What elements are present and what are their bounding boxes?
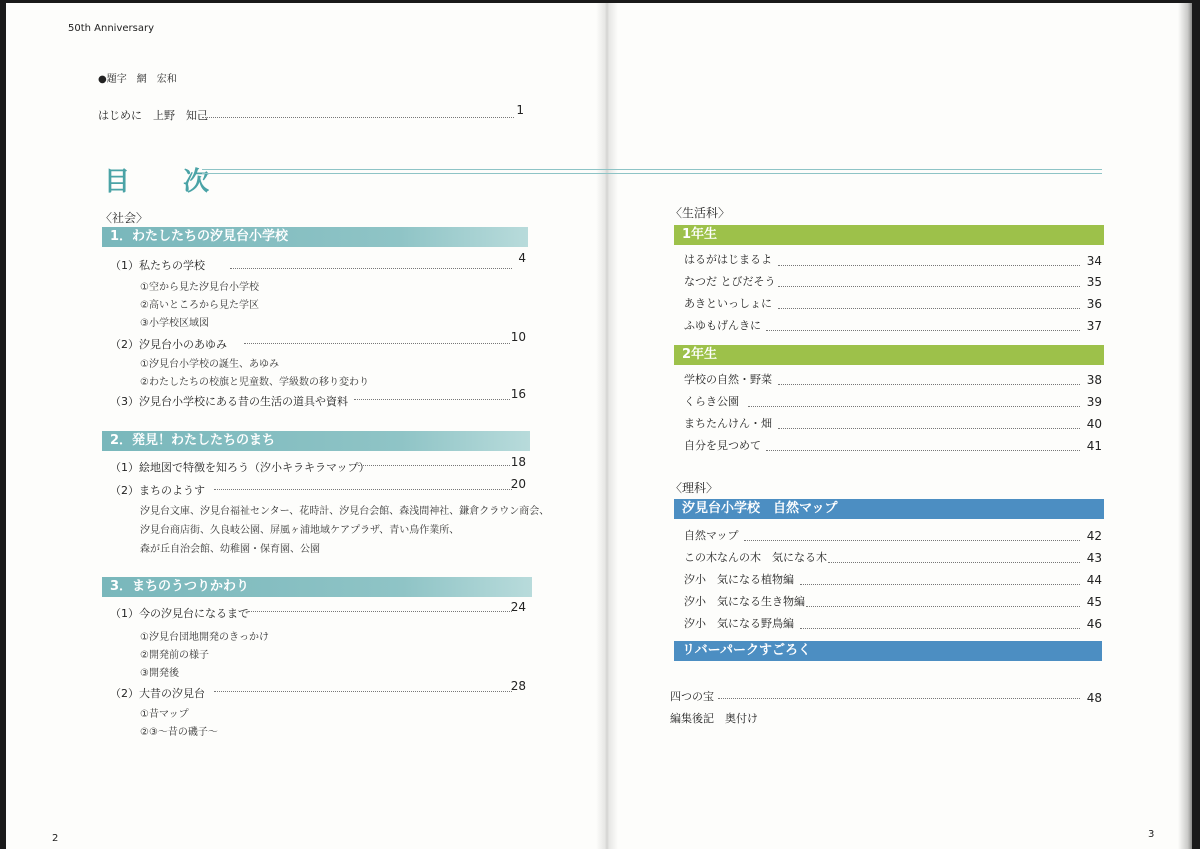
sub-3-2-a: ①昔マップ <box>140 709 189 720</box>
sub-1-2-b: ②わたしたちの校旗と児童数、学級数の移り変わり <box>140 377 369 388</box>
book-spread <box>6 3 1192 849</box>
item-1-1: （1）私たちの学校 <box>110 259 205 272</box>
leader-dots <box>766 450 1080 451</box>
afterword: 編集後記 奥付け <box>670 712 758 725</box>
item-1-3: （3）汐見台小学校にある昔の生活の道具や資料 <box>110 395 348 408</box>
g2-item-2: くらき公園 <box>684 395 739 408</box>
g1-item-1: はるがはじまるよ <box>684 253 772 266</box>
leader-dots <box>214 691 512 692</box>
anniversary-header: 50th Anniversary <box>68 23 155 34</box>
sub-3-1-a: ①汐見台団地開発のきっかけ <box>140 632 269 643</box>
item-3-1: （1）今の汐見台になるまで <box>110 607 249 620</box>
item-3-1-page: 24 <box>510 600 526 614</box>
leader-dots <box>358 465 510 466</box>
intro-page: 1 <box>516 103 524 117</box>
leader-dots <box>778 384 1080 385</box>
life-label: 〈生活科〉 <box>670 206 731 220</box>
toc-heading <box>104 161 211 198</box>
item-2-1: （1）絵地図で特徴を知ろう（汐小キラキラマップ） <box>110 461 370 474</box>
section-1-title: 1．わたしたちの汐見台小学校 <box>102 227 528 247</box>
leader-dots <box>766 330 1080 331</box>
page-edge <box>1178 3 1192 849</box>
sci-item-1: 自然マップ <box>684 529 739 542</box>
leader-dots <box>248 611 512 612</box>
item-1-3-page: 16 <box>510 387 526 401</box>
page-number-left: 2 <box>52 833 59 844</box>
item-1-1-page: 4 <box>518 251 526 265</box>
g2-item-1: 学校の自然・野菜 <box>684 373 772 386</box>
sci-item-3: 汐小 気になる植物編 <box>684 573 794 586</box>
leader-dots <box>778 428 1080 429</box>
sub-3-2-b: ②③～昔の磯子～ <box>140 727 218 738</box>
sci-item-1-page: 42 <box>1086 529 1102 543</box>
g2-item-4-page: 41 <box>1086 439 1102 453</box>
g1-item-2: なつだ とびだそう <box>684 275 776 288</box>
sub-1-1-a: ①空から見た汐見台小学校 <box>140 282 259 293</box>
sub-1-1-c: ③小学校区域図 <box>140 318 209 329</box>
g2-item-1-page: 38 <box>1086 373 1102 387</box>
sci-item-2-page: 43 <box>1086 551 1102 565</box>
science-section-title: 汐見台小学校 自然マップ <box>674 499 1104 519</box>
treasure-page: 48 <box>1086 691 1102 705</box>
leader-dots <box>354 399 510 400</box>
riverpark-title: リバーパークすごろく <box>674 641 1102 661</box>
treasure-label: 四つの宝 <box>670 690 714 703</box>
leader-dots <box>828 562 1080 563</box>
item-2-1-page: 18 <box>510 455 526 469</box>
leader-dots <box>778 265 1080 266</box>
g2-item-3: まちたんけん・畑 <box>684 417 772 430</box>
leader-dots <box>806 606 1080 607</box>
sub-2-2-c: 森が丘自治会館、幼稚園・保育園、公園 <box>140 544 320 555</box>
leader-dots <box>800 628 1080 629</box>
toc-heading-1: 目 <box>104 167 133 197</box>
leader-dots <box>718 698 1080 699</box>
book-gutter <box>596 3 618 849</box>
leader-dots <box>214 489 512 490</box>
heading-rule-2 <box>202 173 1102 174</box>
sub-2-2-a: 汐見台文庫、汐見台福祉センター、花時計、汐見台会館、森浅間神社、鎌倉クラウン商会、 <box>140 506 550 517</box>
g1-item-3-page: 36 <box>1086 297 1102 311</box>
sub-1-1-b: ②高いところから見た学区 <box>140 300 259 311</box>
item-2-2: （2）まちのようす <box>110 484 205 497</box>
sci-item-5: 汐小 気になる野鳥編 <box>684 617 794 630</box>
leader-dots <box>800 584 1080 585</box>
science-label: 〈理科〉 <box>670 481 719 495</box>
grade2-title: 2年生 <box>674 345 1104 365</box>
item-1-2: （2）汐見台小のあゆみ <box>110 338 227 351</box>
leader-dots <box>748 406 1080 407</box>
sub-3-1-c: ③開発後 <box>140 668 179 679</box>
sci-item-5-page: 46 <box>1086 617 1102 631</box>
sci-item-3-page: 44 <box>1086 573 1102 587</box>
g2-item-4: 自分を見つめて <box>684 439 761 452</box>
sci-item-4: 汐小 気になる生き物編 <box>684 595 805 608</box>
grade1-title: 1年生 <box>674 225 1104 245</box>
calligraphy-credit: ●題字 網 宏和 <box>98 74 177 85</box>
leader-dots <box>778 286 1080 287</box>
g1-item-1-page: 34 <box>1086 254 1102 268</box>
sub-1-2-a: ①汐見台小学校の誕生、あゆみ <box>140 359 279 370</box>
item-2-2-page: 20 <box>510 477 526 491</box>
item-1-2-page: 10 <box>510 330 526 344</box>
sci-item-2: この木なんの木 気になる木 <box>684 551 827 564</box>
leader-dots <box>244 343 510 344</box>
g1-item-3: あきといっしょに <box>684 297 772 310</box>
sci-item-4-page: 45 <box>1086 595 1102 609</box>
leader-dots <box>778 308 1080 309</box>
intro-label: はじめに 上野 知己 <box>98 109 208 122</box>
item-3-2: （2）大昔の汐見台 <box>110 687 205 700</box>
sub-3-1-b: ②開発前の様子 <box>140 650 209 661</box>
g1-item-4-page: 37 <box>1086 319 1102 333</box>
social-label: 〈社会〉 <box>100 211 149 225</box>
heading-rule <box>202 169 1102 170</box>
leader-dots <box>744 540 1080 541</box>
section-3-title: 3．まちのうつりかわり <box>102 577 532 597</box>
page-number-right: 3 <box>1148 829 1155 840</box>
toc-heading-2: 次 <box>183 167 212 197</box>
leader-dots <box>230 268 512 269</box>
g2-item-2-page: 39 <box>1086 395 1102 409</box>
g1-item-2-page: 35 <box>1086 275 1102 289</box>
g1-item-4: ふゆもげんきに <box>684 319 761 332</box>
section-2-title: 2．発見！わたしたちのまち <box>102 431 530 451</box>
g2-item-3-page: 40 <box>1086 417 1102 431</box>
item-3-2-page: 28 <box>510 679 526 693</box>
sub-2-2-b: 汐見台商店街、久良岐公園、屏風ヶ浦地域ケアプラザ、青い鳥作業所、 <box>140 525 460 536</box>
leader-dots <box>202 117 514 118</box>
